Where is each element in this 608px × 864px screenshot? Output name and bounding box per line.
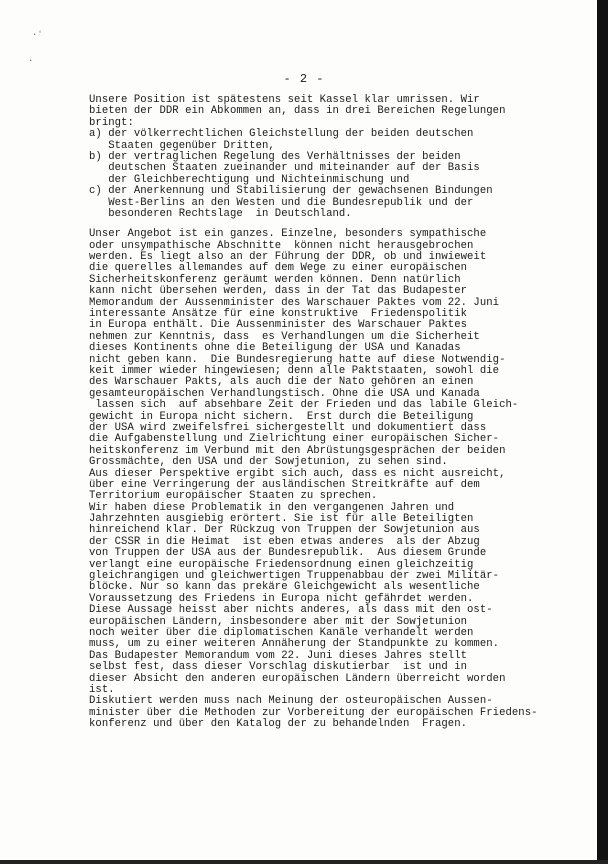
text-line: in Europa enthält. Die Aussenminister des Warschauer Paktes (89, 319, 468, 332)
scan-speck: · (28, 56, 34, 66)
paragraph (89, 229, 569, 730)
text-line: konferenz und über den Katalog der zu behandelnden Fragen. (89, 718, 468, 731)
text-line: Aus dieser Perspektive ergibt sich auch, dass es nicht ausreicht, (89, 467, 506, 480)
text-line: von Truppen der USA aus der Bundesrepublik. Aus diesem Grunde (89, 547, 487, 560)
scan-edge-bottom (0, 860, 608, 864)
text-line: bringt: (89, 116, 134, 129)
text-line: nehmen zur Kenntnis, dass es Verhandlungen um die Sicherheit (89, 330, 480, 343)
text-line: dieser Absicht den anderen europäischen Ländern überreicht worden (89, 672, 506, 685)
text-line: die Aufgabenstellung und Zielrichtung einer europäischen Sicher- (89, 433, 500, 446)
text-line: gesamteuropäischen Verhandlungstisch. Ohne die USA und Kanada (89, 387, 480, 400)
text-line: Grossmächte, den USA und der Sowjetunion, zu sehen sind. (89, 456, 448, 469)
text-line: Territorium europäischer Staaten zu sprechen. (89, 490, 378, 503)
text-line: Diskutiert werden muss nach Meinung der osteuropäischen Aussen- (89, 695, 493, 708)
text-line: selbst fest, dass dieser Vorschlag diskutierbar ist und in (89, 661, 468, 674)
text-line: dieses Kontinents ohne die Beteiligung der USA und Kanadas (89, 342, 461, 355)
text-line: blöcke. Nur so kann das prekäre Gleichgewicht als wesentliche (89, 581, 480, 594)
text-line: kann nicht übersehen werden, dass in der Tat das Budapester (89, 285, 468, 298)
text-line: West-Berlins an den Westen und die Bundesrepublik und der (89, 196, 474, 209)
text-line: Staaten gegenüber Dritten, (89, 139, 275, 152)
text-line: nicht geben kann. Die Bundesregierung hatte auf diese Notwendig- (89, 353, 506, 366)
text-line: des Warschauer Pakts, als auch die der Nato gehören an einen (89, 376, 474, 389)
text-line: noch weiter über die diplomatischen Kanäle verhandelt werden (89, 626, 474, 639)
text-line: gewicht in Europa nicht sichern. Erst durch die Beteiligung (89, 410, 474, 423)
text-line: lassen sich auf absehbare Zeit der Frieden und das labile Gleich- (89, 399, 519, 412)
text-line: verlangt eine europäische Friedensordnung einen gleichzeitig (89, 558, 474, 571)
text-line: Memorandum der Aussenminister des Warschauer Paktes vom 22. Juni (89, 296, 500, 309)
text-line: der Gleichberechtigung und Nichteinmischung und (89, 173, 410, 186)
text-line: muss, um zu einer weiteren Annäherung der Standpunkte zu kommen. (89, 638, 500, 651)
text-line: Jahrzehnten ausgiebig erörtert. Sie ist für alle Beteiligten (89, 513, 474, 526)
text-line: heitskonferenz im Verbund mit den Abrüstungsgesprächen der beiden (89, 444, 506, 457)
text-line: oder unsympathische Abschnitte können nicht herausgebrochen (89, 239, 474, 252)
text-line: besonderen Rechtslage in Deutschland. (89, 207, 352, 220)
text-line: Das Budapester Memorandum vom 22. Juni dieses Jahres stellt (89, 649, 468, 662)
text-line: interessante Ansätze für eine konstruktive Friedenspolitik (89, 308, 468, 321)
text-line: bieten der DDR ein Abkommen an, dass in drei Bereichen Regelungen (89, 105, 506, 118)
text-line: über eine Verringerung der ausländischen Streitkräfte auf dem (89, 478, 480, 491)
paragraph (89, 95, 569, 220)
text-line: c) der Anerkennung und Stabilisierung der gewachsenen Bindungen (89, 185, 493, 198)
text-line: hinreichend klar. Der Rückzug von Truppen der Sowjetunion aus (89, 524, 480, 537)
text-line: gleichrangigen und gleichwertigen Truppenabbau der zwei Militär- (89, 570, 500, 583)
text-line: Voraussetzung des Friedens in Europa nicht gefährdet werden. (89, 592, 474, 605)
scan-edge-right (597, 0, 608, 864)
text-line: Diese Aussage heisst aber nichts anderes, als dass mit den ost- (89, 604, 493, 617)
text-line: der USA wird zweifelsfrei sichergestellt und dokumentiert dass (89, 421, 487, 434)
text-line: minister über die Methoden zur Vorbereitung der europäischen Friedens- (89, 706, 538, 719)
text-line: ist. (89, 683, 115, 696)
text-line: Sicherheitskonferenz geräumt werden können. Denn natürlich (89, 273, 461, 286)
text-line: Unser Angebot ist ein ganzes. Einzelne, besonders sympathische (89, 228, 487, 241)
text-line: die querelles allemandes auf dem Wege zu einer europäischen (89, 262, 468, 275)
text-line: Unsere Position ist spätestens seit Kassel klar umrissen. Wir (89, 94, 480, 106)
text-line: b) der vertraglichen Regelung des Verhältnisses der beiden (89, 150, 461, 163)
text-line: Wir haben diese Problematik in den vergangenen Jahren und (89, 501, 455, 514)
scan-speck: ·ʻ (32, 30, 43, 40)
page-number: - 2 - (283, 72, 325, 86)
document-body (89, 95, 569, 730)
text-line: a) der völkerrechtlichen Gleichstellung der beiden deutschen (89, 128, 474, 141)
text-line: werden. Es liegt also an der Führung der DDR, ob und inwieweit (89, 251, 487, 264)
text-line: europäischen Ländern, insbesondere aber mit der Sowjetunion (89, 615, 468, 628)
text-line: deutschen Staaten zueinander und miteinander auf der Basis (89, 162, 480, 175)
text-line: keit immer wieder hingewiesen; denn alle Paktstaaten, sowohl die (89, 364, 500, 377)
text-line: der CSSR in die Heimat ist eben etwas anderes als der Abzug (89, 535, 480, 548)
